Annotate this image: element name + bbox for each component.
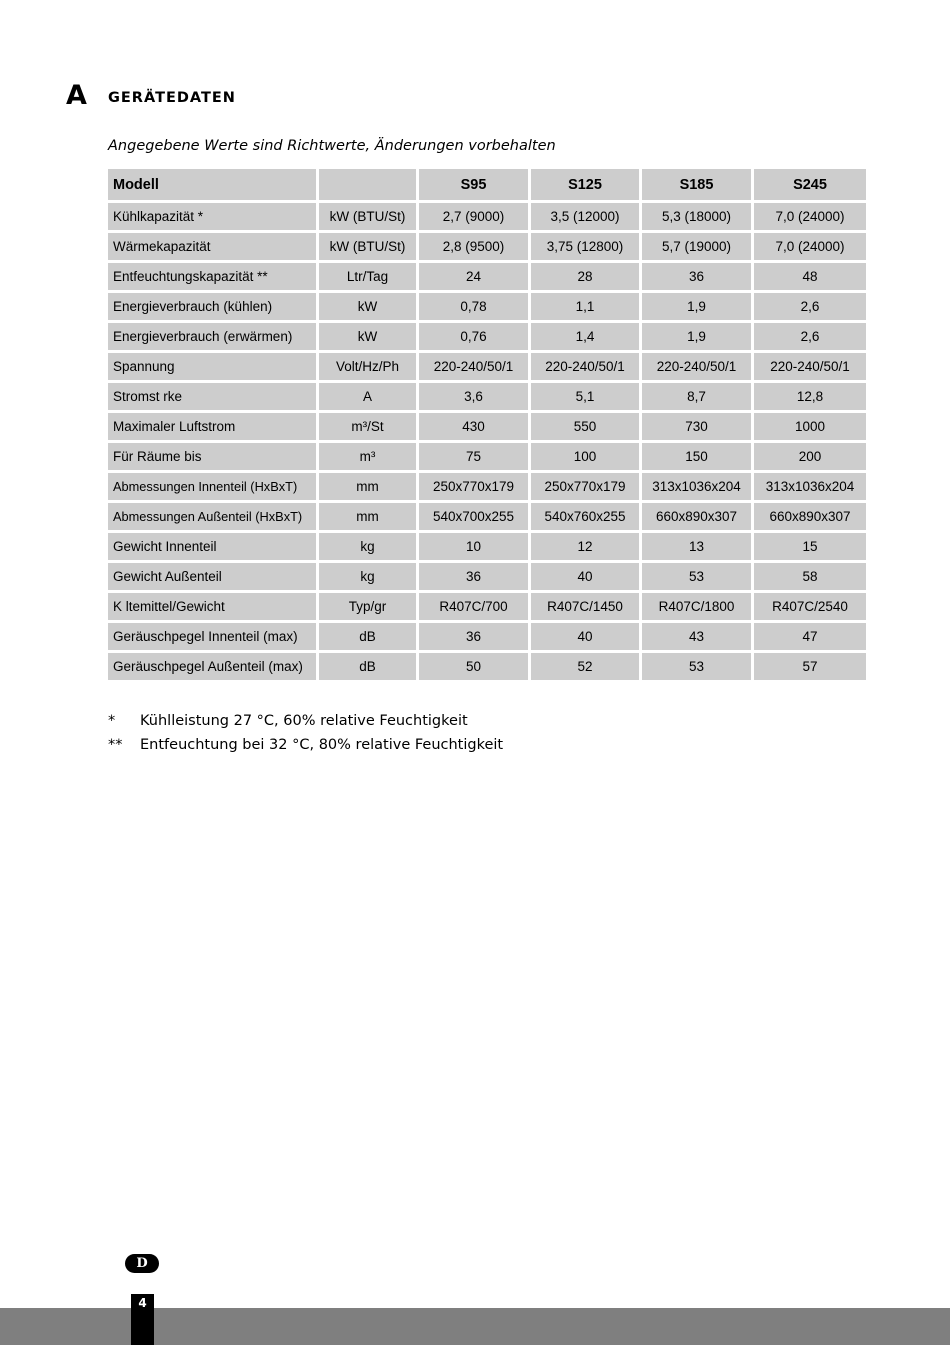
footnote-text: Entfeuchtung bei 32 °C, 80% relative Feuchtigkeit — [140, 737, 504, 753]
table-row — [108, 323, 866, 350]
value-cell: 53 — [642, 653, 751, 680]
value-cell: 28 — [531, 263, 639, 290]
row-label: Gewicht Innenteil — [108, 533, 316, 560]
value-cell: 3,75 (12800) — [531, 233, 639, 260]
value-cell: R407C/700 — [419, 593, 528, 620]
language-badge: D — [125, 1254, 159, 1273]
section-letter: A — [66, 80, 87, 111]
value-cell: 550 — [531, 413, 639, 440]
value-cell: 660x890x307 — [642, 503, 751, 530]
table-header-row — [108, 169, 866, 200]
value-cell: 12,8 — [754, 383, 866, 410]
table-row — [108, 653, 866, 680]
value-cell: 5,7 (19000) — [642, 233, 751, 260]
value-cell: 220-240/50/1 — [754, 353, 866, 380]
value-cell: R407C/1450 — [531, 593, 639, 620]
header-s185: S185 — [642, 169, 751, 200]
value-cell: R407C/2540 — [754, 593, 866, 620]
row-label: Abmessungen Außenteil (HxBxT) — [108, 503, 316, 530]
header-unit — [319, 169, 416, 200]
row-label: Energieverbrauch (erwärmen) — [108, 323, 316, 350]
table-row — [108, 623, 866, 650]
footnote — [108, 737, 503, 753]
value-cell: 43 — [642, 623, 751, 650]
value-cell: 52 — [531, 653, 639, 680]
value-cell: 430 — [419, 413, 528, 440]
value-cell: 75 — [419, 443, 528, 470]
footnote-mark: * — [108, 713, 116, 729]
unit-cell: mm — [319, 503, 416, 530]
value-cell: 250x770x179 — [531, 473, 639, 500]
value-cell: 1,1 — [531, 293, 639, 320]
row-label: K ltemittel/Gewicht — [108, 593, 316, 620]
footnote-mark: ** — [108, 737, 123, 753]
value-cell: 0,78 — [419, 293, 528, 320]
value-cell: 1,9 — [642, 323, 751, 350]
value-cell: 53 — [642, 563, 751, 590]
value-cell: 730 — [642, 413, 751, 440]
value-cell: 540x700x255 — [419, 503, 528, 530]
row-label: Abmessungen Innenteil (HxBxT) — [108, 473, 316, 500]
value-cell: 540x760x255 — [531, 503, 639, 530]
value-cell: 150 — [642, 443, 751, 470]
table-row — [108, 473, 866, 500]
table-row — [108, 563, 866, 590]
value-cell: 100 — [531, 443, 639, 470]
row-label: Gewicht Außenteil — [108, 563, 316, 590]
table-row — [108, 203, 866, 230]
value-cell: 2,7 (9000) — [419, 203, 528, 230]
table-row — [108, 593, 866, 620]
value-cell: 5,3 (18000) — [642, 203, 751, 230]
specification-table — [105, 166, 869, 683]
value-cell: 1,4 — [531, 323, 639, 350]
value-cell: 12 — [531, 533, 639, 560]
table-row — [108, 533, 866, 560]
value-cell: 0,76 — [419, 323, 528, 350]
unit-cell: A — [319, 383, 416, 410]
row-label: Wärmekapazität — [108, 233, 316, 260]
value-cell: 10 — [419, 533, 528, 560]
value-cell: 40 — [531, 563, 639, 590]
value-cell: 57 — [754, 653, 866, 680]
unit-cell: kW (BTU/St) — [319, 203, 416, 230]
row-label: Maximaler Luftstrom — [108, 413, 316, 440]
table-row — [108, 383, 866, 410]
value-cell: 36 — [419, 563, 528, 590]
row-label: Geräuschpegel Außenteil (max) — [108, 653, 316, 680]
value-cell: 1,9 — [642, 293, 751, 320]
header-s125: S125 — [531, 169, 639, 200]
value-cell: 13 — [642, 533, 751, 560]
unit-cell: mm — [319, 473, 416, 500]
value-cell: 220-240/50/1 — [642, 353, 751, 380]
section-title: GERÄTEDATEN — [108, 90, 236, 106]
value-cell: 660x890x307 — [754, 503, 866, 530]
table-row — [108, 443, 866, 470]
header-s245: S245 — [754, 169, 866, 200]
unit-cell: Volt/Hz/Ph — [319, 353, 416, 380]
unit-cell: dB — [319, 623, 416, 650]
table-row — [108, 263, 866, 290]
row-label: Geräuschpegel Innenteil (max) — [108, 623, 316, 650]
row-label: Kühlkapazität * — [108, 203, 316, 230]
value-cell: 48 — [754, 263, 866, 290]
value-cell: 2,6 — [754, 323, 866, 350]
unit-cell: Ltr/Tag — [319, 263, 416, 290]
row-label: Entfeuchtungskapazität ** — [108, 263, 316, 290]
unit-cell: m³/St — [319, 413, 416, 440]
unit-cell: kg — [319, 533, 416, 560]
value-cell: 58 — [754, 563, 866, 590]
value-cell: 47 — [754, 623, 866, 650]
value-cell: 8,7 — [642, 383, 751, 410]
table-row — [108, 503, 866, 530]
footnote-text: Kühlleistung 27 °C, 60% relative Feuchtigkeit — [140, 713, 468, 729]
unit-cell: dB — [319, 653, 416, 680]
subtitle: Angegebene Werte sind Richtwerte, Änderungen vorbehalten — [108, 138, 556, 154]
value-cell: 40 — [531, 623, 639, 650]
value-cell: 24 — [419, 263, 528, 290]
value-cell: 313x1036x204 — [642, 473, 751, 500]
unit-cell: kg — [319, 563, 416, 590]
value-cell: 3,5 (12000) — [531, 203, 639, 230]
value-cell: 313x1036x204 — [754, 473, 866, 500]
header-s95: S95 — [419, 169, 528, 200]
header-model: Modell — [108, 169, 316, 200]
value-cell: 5,1 — [531, 383, 639, 410]
value-cell: 36 — [419, 623, 528, 650]
page-number: 4 — [138, 1296, 147, 1310]
unit-cell: kW — [319, 293, 416, 320]
value-cell: 2,8 (9500) — [419, 233, 528, 260]
table-row — [108, 413, 866, 440]
table-row — [108, 353, 866, 380]
value-cell: 36 — [642, 263, 751, 290]
unit-cell: kW (BTU/St) — [319, 233, 416, 260]
unit-cell: kW — [319, 323, 416, 350]
value-cell: 7,0 (24000) — [754, 203, 866, 230]
value-cell: 200 — [754, 443, 866, 470]
row-label: Stromst rke — [108, 383, 316, 410]
value-cell: 3,6 — [419, 383, 528, 410]
row-label: Spannung — [108, 353, 316, 380]
value-cell: 220-240/50/1 — [531, 353, 639, 380]
row-label: Energieverbrauch (kühlen) — [108, 293, 316, 320]
value-cell: 7,0 (24000) — [754, 233, 866, 260]
table-row — [108, 233, 866, 260]
table-row — [108, 293, 866, 320]
value-cell: 1000 — [754, 413, 866, 440]
value-cell: 220-240/50/1 — [419, 353, 528, 380]
value-cell: 15 — [754, 533, 866, 560]
unit-cell: m³ — [319, 443, 416, 470]
value-cell: 50 — [419, 653, 528, 680]
value-cell: R407C/1800 — [642, 593, 751, 620]
row-label: Für Räume bis — [108, 443, 316, 470]
footnote — [108, 713, 468, 729]
unit-cell: Typ/gr — [319, 593, 416, 620]
value-cell: 2,6 — [754, 293, 866, 320]
value-cell: 250x770x179 — [419, 473, 528, 500]
